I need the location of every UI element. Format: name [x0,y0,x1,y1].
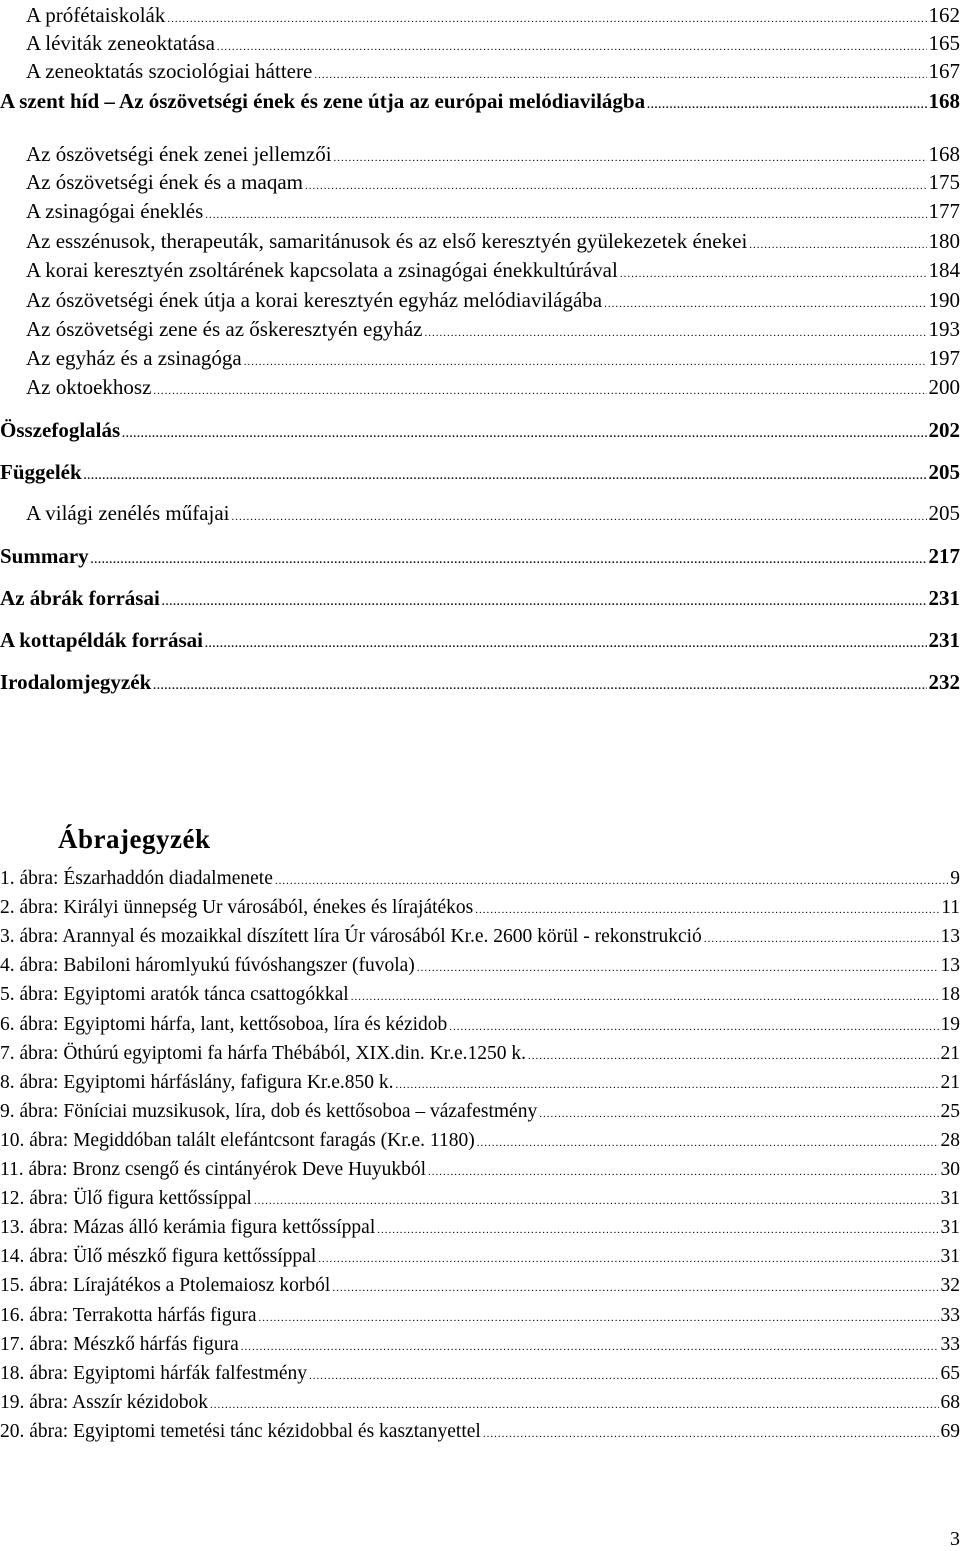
dot-leader [205,202,926,228]
figure-entry-page: 30 [941,1157,960,1183]
dot-leader [417,955,939,981]
toc-entry-title: A prófétaiskolák [26,2,165,28]
toc-entry-page: 231 [929,585,960,611]
toc-entry[interactable] [0,228,960,254]
toc-entry-title: Az oktoekhosz [26,374,151,400]
figure-entry[interactable] [0,982,960,1008]
toc-entry-page: 177 [929,198,960,224]
figure-entry-title: 5. ábra: Egyiptomi aratók tánca csattogókkal [0,982,349,1008]
figure-entry[interactable] [0,1012,960,1038]
dot-leader [604,291,926,317]
dot-leader [241,1334,939,1360]
toc-entry[interactable] [0,417,960,443]
dot-leader [205,631,926,657]
toc-entry-title: A kottapéldák forrásai [0,627,203,653]
toc-entry-title: Az ábrák forrásai [0,585,160,611]
figure-entry-title: 11. ábra: Bronz csengő és cintányérok Deve Huyukból [0,1157,426,1183]
dot-leader [396,1072,939,1098]
toc-entry-page: 190 [929,287,960,313]
figure-entry-title: 9. ábra: Föníciai muzsikusok, líra, dob és kettősoboa – vázafestmény [0,1099,537,1125]
figure-entry-page: 21 [941,1041,960,1067]
figure-entry-title: 19. ábra: Asszír kézidobok [0,1390,208,1416]
figure-entry-title: 6. ábra: Egyiptomi hárfa, lant, kettősoboa, líra és kézidob [0,1012,447,1038]
toc-entry[interactable] [0,141,960,167]
toc-entry-title: Az ószövetségi ének zenei jellemzői [26,141,332,167]
figure-entry-title: 8. ábra: Egyiptomi hárfáslány, fafigura Kr.e.850 k. [0,1070,394,1096]
figure-entry-title: 3. ábra: Arannyal és mozaikkal díszített líra Úr városából Kr.e. 2600 körül - rekonstrukció [0,924,702,950]
dot-leader [309,1363,938,1389]
figure-entry[interactable] [0,1361,960,1387]
dot-leader [377,1217,938,1243]
dot-leader [217,34,927,60]
dot-leader [318,1246,938,1272]
figure-entry-page: 31 [941,1244,960,1270]
dot-leader [477,1130,939,1156]
figure-entry-page: 69 [941,1419,960,1445]
dot-leader [449,1014,938,1040]
dot-leader [428,1159,939,1185]
figure-entry-title: 1. ábra: Észarhaddón diadalmenete [0,866,273,892]
figure-entry[interactable] [0,1390,960,1416]
figure-entry-page: 33 [941,1303,960,1329]
toc-entry-page: 168 [929,141,960,167]
toc-entry-title: Summary [0,543,89,569]
toc-entry-page: 168 [929,88,960,114]
toc-entry-page: 232 [929,669,960,695]
toc-entry[interactable] [0,257,960,283]
figure-entry[interactable] [0,1041,960,1067]
dot-leader [84,463,927,489]
toc-entry-page: 175 [929,169,960,195]
dot-leader [210,1392,939,1418]
dot-leader [475,897,939,923]
figure-entry-title: 4. ábra: Babiloni háromlyukú fúvóshangszer (fuvola) [0,953,415,979]
toc-entry-title: A zeneoktatás szociológiai háttere [26,58,312,84]
figure-entry-title: 18. ábra: Egyiptomi hárfák falfestmény [0,1361,307,1387]
dot-leader [244,349,927,375]
toc-entry-page: 197 [929,345,960,371]
figure-entry[interactable] [0,1128,960,1154]
dot-leader [704,926,939,952]
figure-entry[interactable] [0,895,960,921]
figure-entry-page: 11 [941,895,960,921]
figure-entry-page: 9 [950,866,960,892]
figure-entry-page: 13 [941,924,960,950]
dot-leader [232,504,927,530]
dot-leader [305,173,927,199]
dot-leader [334,145,927,171]
figure-entry-page: 13 [941,953,960,979]
figure-entry[interactable] [0,1273,960,1299]
toc-entry[interactable] [0,169,960,195]
figure-entry[interactable] [0,1157,960,1183]
toc-entry[interactable] [0,316,960,342]
toc-entry-title: A világi zenélés műfajai [26,500,230,526]
figure-entry[interactable] [0,1332,960,1358]
toc-entry-page: 202 [929,417,960,443]
toc-entry[interactable] [0,669,960,695]
figure-entry[interactable] [0,1070,960,1096]
dot-leader [162,589,927,615]
figure-entry[interactable] [0,953,960,979]
toc-entry-page: 205 [929,500,960,526]
toc-entry-title: A zsinagógai éneklés [26,198,203,224]
toc-entry[interactable] [0,198,960,224]
figure-entry[interactable] [0,924,960,950]
toc-entry[interactable] [0,585,960,611]
toc-entry-title: Összefoglalás [0,417,120,443]
figure-entry-page: 65 [941,1361,960,1387]
toc-entry-title: A szent híd – Az ószövetségi ének és zene útja az európai melódiavilágba [0,88,645,114]
toc-entry-title: Függelék [0,459,82,485]
dot-leader [122,421,926,447]
figure-entry[interactable] [0,1186,960,1212]
dot-leader [647,92,926,118]
toc-entry-title: A léviták zeneoktatása [26,30,215,56]
dot-leader [91,547,927,573]
toc-entry-page: 193 [929,316,960,342]
figure-entry-title: 13. ábra: Mázas álló kerámia figura kettőssíppal [0,1215,375,1241]
page-number: 3 [950,1528,960,1551]
toc-entry-title: Az esszénusok, therapeuták, samaritánusok és az első keresztyén gyülekezetek énekei [26,228,747,254]
toc-entry[interactable] [0,287,960,313]
toc-entry[interactable] [0,543,960,569]
toc-entry[interactable] [0,374,960,400]
figure-entry-page: 31 [941,1215,960,1241]
figure-entry[interactable] [0,1215,960,1241]
figure-entry-page: 31 [941,1186,960,1212]
toc-entry-page: 162 [929,2,960,28]
dot-leader [167,6,926,32]
dot-leader [153,378,926,404]
figure-entry-page: 32 [941,1273,960,1299]
figure-entry-title: 2. ábra: Királyi ünnepség Ur városából, énekes és lírajátékos [0,895,473,921]
toc-entry[interactable] [0,500,960,526]
dot-leader [620,261,927,287]
dot-leader [424,320,926,346]
dot-leader [483,1421,939,1447]
toc-entry[interactable] [0,2,960,28]
figure-entry[interactable] [0,1303,960,1329]
dot-leader [749,232,926,258]
figure-entry[interactable] [0,1244,960,1270]
toc-entry-title: Az ószövetségi ének útja a korai keresztyén egyház melódiavilágába [26,287,602,313]
dot-leader [528,1043,938,1069]
figure-entry-title: 20. ábra: Egyiptomi temetési tánc kézidobbal és kasztanyettel [0,1419,481,1445]
dot-leader [275,868,948,894]
figure-entry-title: 14. ábra: Ülő mészkő figura kettőssíppal [0,1244,316,1270]
dot-leader [259,1305,939,1331]
toc-entry-title: A korai keresztyén zsoltárének kapcsolata a zsinagógai énekkultúrával [26,257,618,283]
toc-entry-page: 167 [929,58,960,84]
figure-entry[interactable] [0,1419,960,1445]
figure-entry-title: 10. ábra: Megiddóban talált elefántcsont faragás (Kr.e. 1180) [0,1128,475,1154]
toc-entry-page: 205 [929,459,960,485]
dot-leader [314,62,926,88]
toc-entry-title: Az egyház és a zsinagóga [26,345,242,371]
toc-entry[interactable] [0,459,960,485]
toc-entry-page: 217 [929,543,960,569]
toc-entry-title: Az ószövetségi ének és a maqam [26,169,303,195]
figure-entry-title: 12. ábra: Ülő figura kettőssíppal [0,1186,252,1212]
toc-entry[interactable] [0,88,960,114]
dot-leader [332,1275,938,1301]
figure-entry[interactable] [0,1099,960,1125]
figure-entry-page: 68 [941,1390,960,1416]
figure-entry-title: 7. ábra: Öthúrú egyiptomi fa hárfa Thébából, XIX.din. Kr.e.1250 k. [0,1041,526,1067]
dot-leader [539,1101,938,1127]
figure-entry-page: 21 [941,1070,960,1096]
figure-entry-page: 25 [941,1099,960,1125]
figure-entry-title: 17. ábra: Mészkő hárfás figura [0,1332,239,1358]
toc-entry[interactable] [0,627,960,653]
figure-entry-title: 15. ábra: Lírajátékos a Ptolemaiosz korból [0,1273,330,1299]
figure-entry-page: 33 [941,1332,960,1358]
toc-entry-page: 231 [929,627,960,653]
toc-entry[interactable] [0,30,960,56]
figure-entry-page: 19 [941,1012,960,1038]
toc-entry-page: 184 [929,257,960,283]
figures-heading: Ábrajegyzék [58,824,210,855]
toc-entry-page: 180 [929,228,960,254]
dot-leader [254,1188,939,1214]
toc-entry[interactable] [0,58,960,84]
toc-entry-title: Az ószövetségi zene és az őskeresztyén egyház [26,316,422,342]
dot-leader [351,984,939,1010]
figure-entry[interactable] [0,866,960,892]
figure-entry-title: 16. ábra: Terrakotta hárfás figura [0,1303,257,1329]
toc-entry-page: 165 [929,30,960,56]
dot-leader [153,673,926,699]
toc-entry-title: Irodalomjegyzék [0,669,151,695]
toc-entry[interactable] [0,345,960,371]
figure-entry-page: 18 [941,982,960,1008]
figure-entry-page: 28 [941,1128,960,1154]
toc-entry-page: 200 [929,374,960,400]
